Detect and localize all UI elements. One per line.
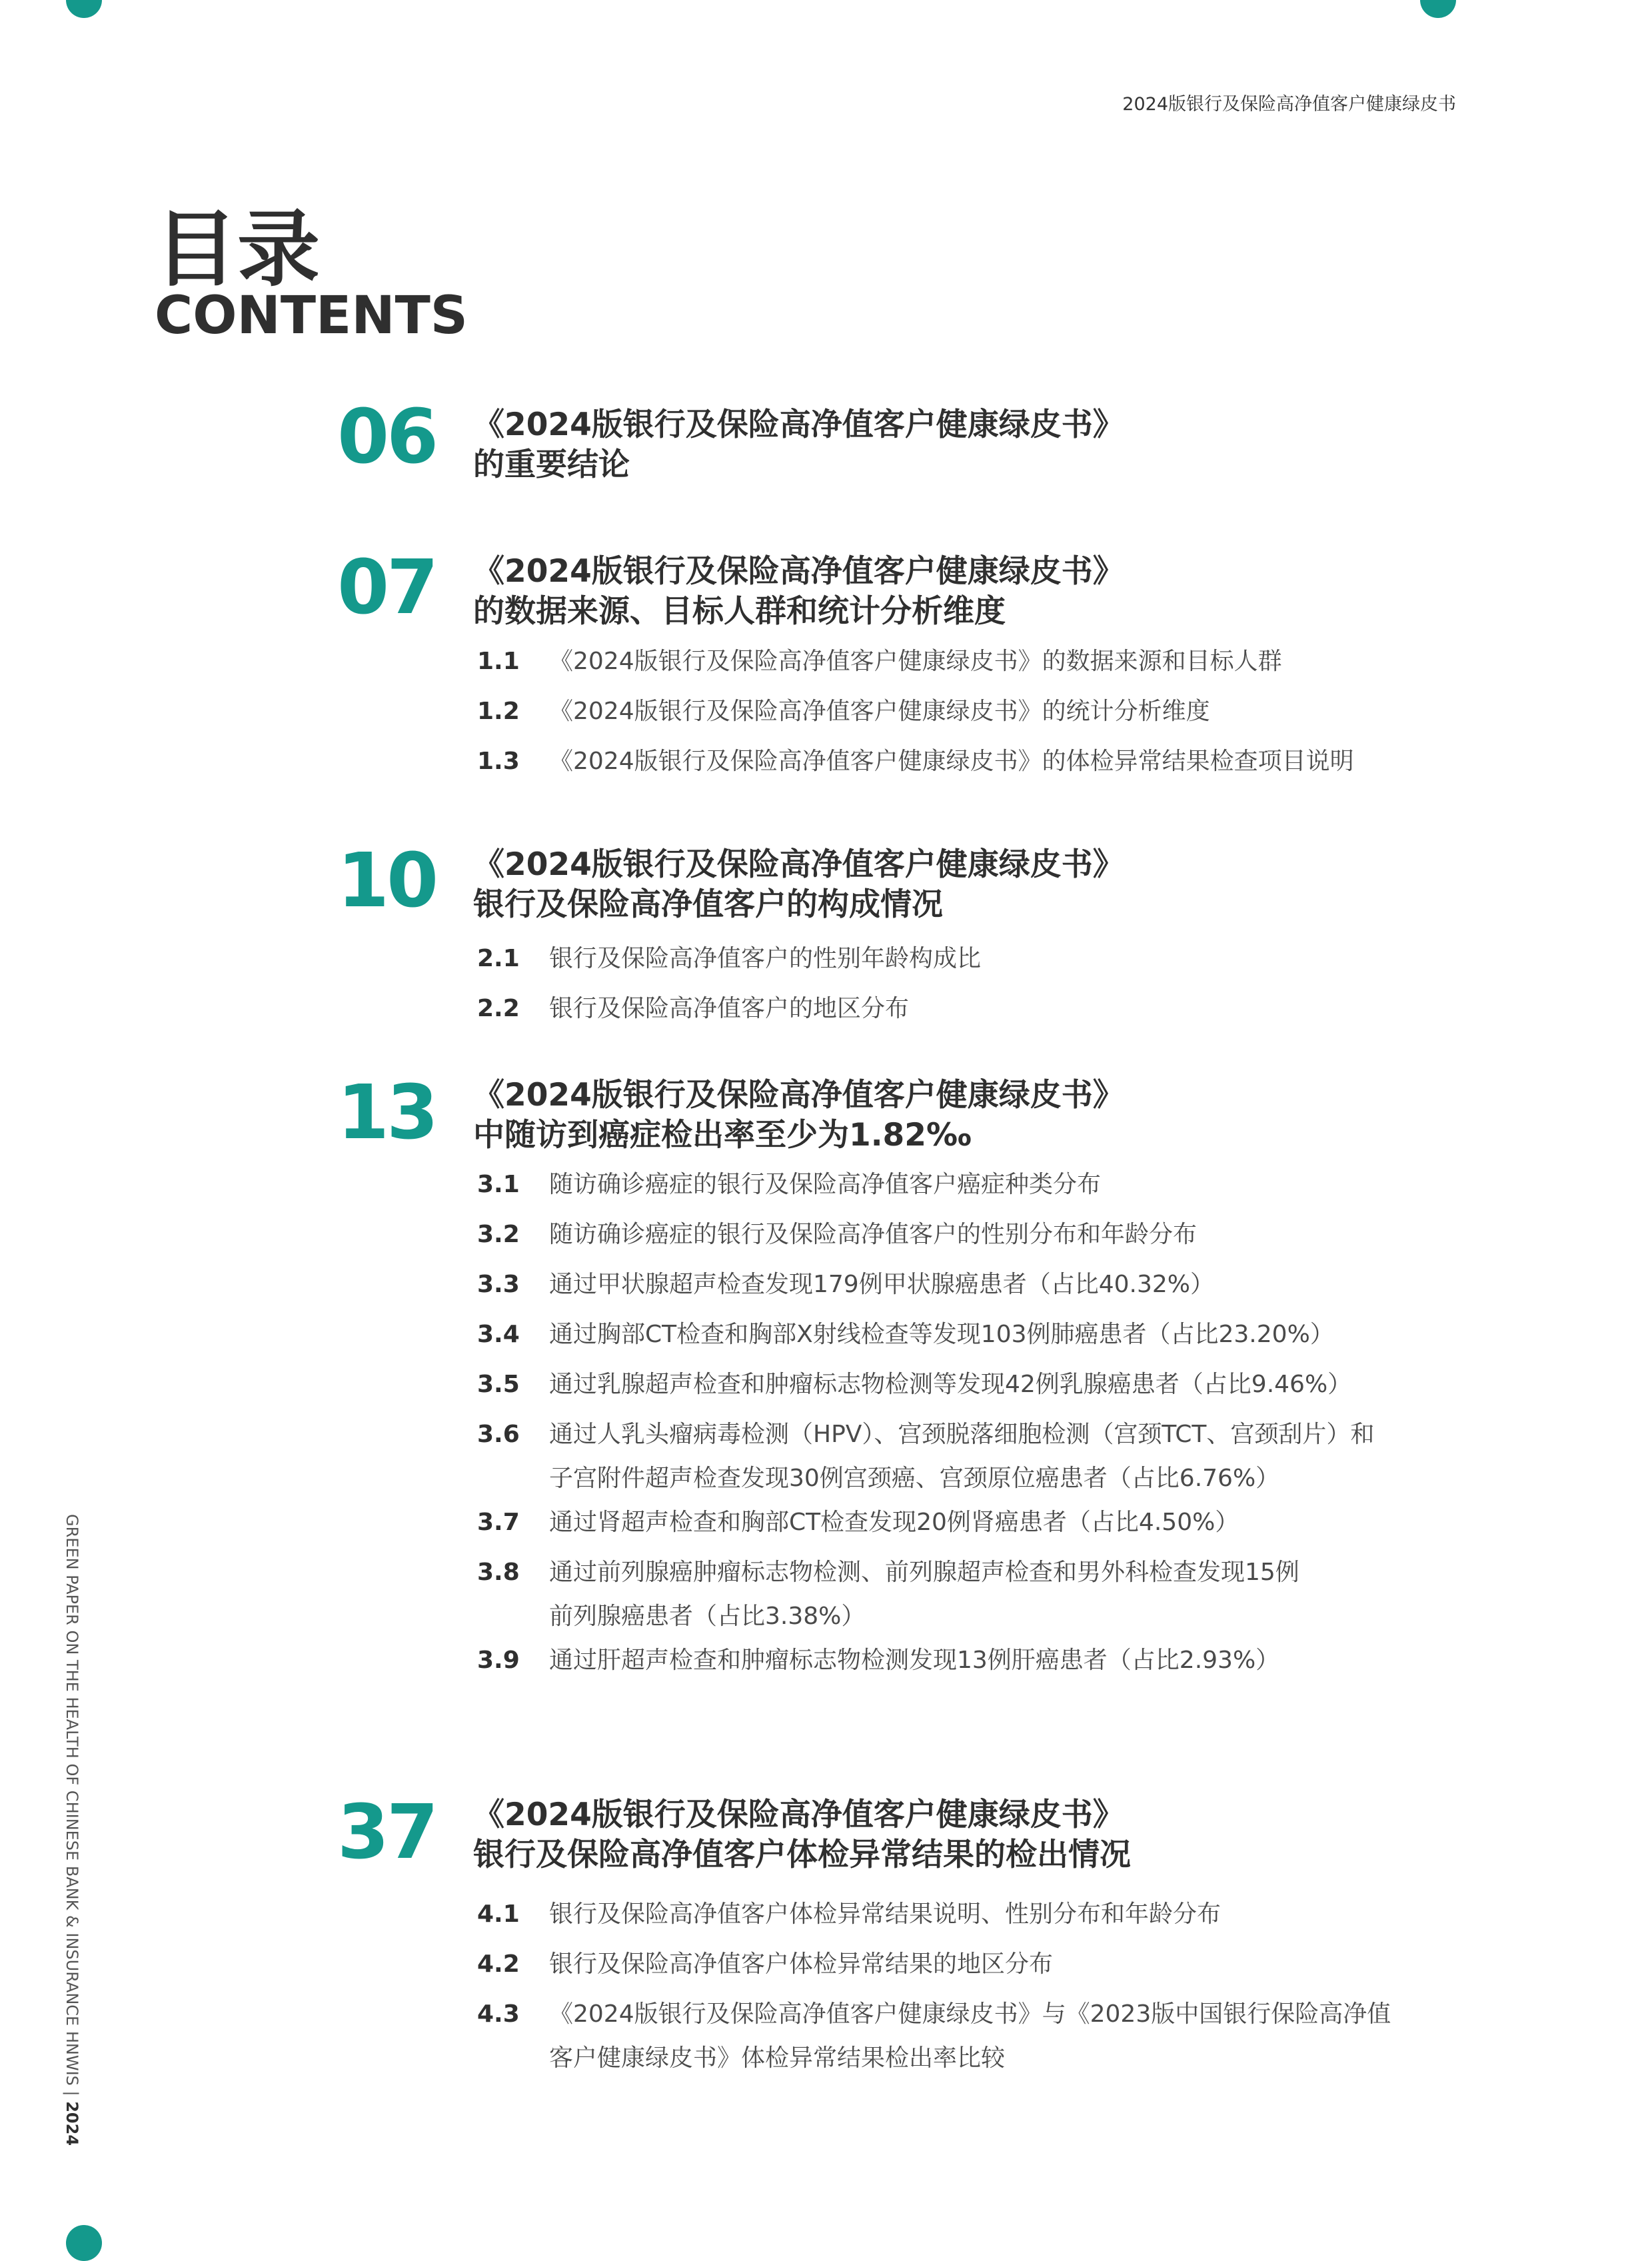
toc-entry-number: 2.2 xyxy=(477,995,520,1022)
section-page-number[interactable]: 13 xyxy=(337,1070,436,1156)
toc-entry[interactable] xyxy=(477,1413,1443,1501)
toc-entry-number: 1.2 xyxy=(477,698,520,725)
toc-entry-text: 通过人乳头瘤病毒检测（HPV）、宫颈脱落细胞检测（宫颈TCT、宫颈刮片）和 xyxy=(549,1421,1375,1448)
toc-entry[interactable] xyxy=(477,1942,1443,1986)
toc-entry-number: 3.2 xyxy=(477,1221,520,1248)
side-label-year: 2024 xyxy=(63,2101,81,2146)
toc-entry-text: 《2024版银行及保险高净值客户健康绿皮书》的数据来源和目标人群 xyxy=(549,648,1282,675)
toc-entry-number: 3.1 xyxy=(477,1171,520,1198)
toc-entry-text: 通过前列腺癌肿瘤标志物检测、前列腺超声检查和男外科检查发现15例 xyxy=(549,1559,1299,1586)
section-page-number[interactable]: 37 xyxy=(337,1789,436,1876)
section-page-number[interactable]: 06 xyxy=(337,394,436,480)
toc-entry-number: 3.9 xyxy=(477,1647,520,1674)
toc-entry[interactable] xyxy=(477,1639,1443,1683)
section-title[interactable] xyxy=(473,1795,1131,1875)
section-title[interactable] xyxy=(473,405,1124,485)
toc-entry-number: 4.3 xyxy=(477,2000,520,2028)
toc-entry[interactable] xyxy=(477,1213,1443,1257)
toc-entry-text: 通过肝超声检查和肿瘤标志物检测发现13例肝癌患者（占比2.93%） xyxy=(549,1647,1280,1674)
header-title: 2024版银行及保险高净值客户健康绿皮书 xyxy=(1122,94,1456,115)
section-title-line1: 《2024版银行及保险高净值客户健康绿皮书》 xyxy=(473,1797,1124,1833)
toc-entry-text: 子宫附件超声检查发现30例宫颈癌、宫颈原位癌患者（占比6.76%） xyxy=(549,1465,1280,1492)
toc-entry-text: 银行及保险高净值客户的地区分布 xyxy=(549,995,910,1022)
toc-entry-number: 3.3 xyxy=(477,1271,520,1298)
section-title[interactable] xyxy=(473,1076,1124,1155)
toc-entry[interactable] xyxy=(477,1163,1443,1207)
toc-entry[interactable] xyxy=(477,640,1443,684)
toc-entry[interactable] xyxy=(477,1313,1443,1357)
toc-entry-text: 客户健康绿皮书》体检异常结果检出率比较 xyxy=(549,2044,1006,2072)
toc-entry[interactable] xyxy=(477,740,1443,784)
toc-entry-number: 4.2 xyxy=(477,1950,520,1978)
section-title-line2: 中随访到癌症检出率至少为1.82‰ xyxy=(473,1117,972,1153)
toc-entry-number: 3.7 xyxy=(477,1509,520,1536)
toc-entry-number: 2.1 xyxy=(477,945,520,972)
toc-entry-number: 3.4 xyxy=(477,1321,520,1348)
section-title-line1: 《2024版银行及保险高净值客户健康绿皮书》 xyxy=(473,553,1124,590)
toc-title-en: CONTENTS xyxy=(155,286,468,346)
toc-entry-text: 随访确诊癌症的银行及保险高净值客户癌症种类分布 xyxy=(549,1171,1102,1198)
section-title[interactable] xyxy=(473,845,1124,925)
toc-entry[interactable] xyxy=(477,1992,1443,2080)
side-label: GREEN PAPER ON THE HEALTH OF CHINESE BANK & INSURANCE HNWIS | 2024 xyxy=(63,1514,81,2146)
section-page-number[interactable]: 10 xyxy=(337,838,436,924)
toc-entry[interactable] xyxy=(477,1263,1443,1307)
section-title-line2: 的数据来源、目标人群和统计分析维度 xyxy=(473,593,1006,630)
toc-entry-number: 1.3 xyxy=(477,748,520,775)
toc-entry-number: 4.1 xyxy=(477,1900,520,1928)
corner-dot-top-right xyxy=(1420,0,1456,18)
toc-entry-text: 《2024版银行及保险高净值客户健康绿皮书》与《2023版中国银行保险高净值 xyxy=(549,2000,1391,2028)
toc-entry-text: 银行及保险高净值客户体检异常结果的地区分布 xyxy=(549,1950,1054,1978)
toc-entry-text: 通过乳腺超声检查和肿瘤标志物检测等发现42例乳腺癌患者（占比9.46%） xyxy=(549,1371,1352,1398)
toc-entry-number: 1.1 xyxy=(477,648,520,675)
toc-entry-number: 3.6 xyxy=(477,1421,520,1448)
toc-entry-text: 银行及保险高净值客户的性别年龄构成比 xyxy=(549,945,982,972)
section-title-line1: 《2024版银行及保险高净值客户健康绿皮书》 xyxy=(473,1077,1124,1114)
section-title-line1: 《2024版银行及保险高净值客户健康绿皮书》 xyxy=(473,406,1124,443)
section-title-line1: 《2024版银行及保险高净值客户健康绿皮书》 xyxy=(473,846,1124,883)
toc-entry-text: 随访确诊癌症的银行及保险高净值客户的性别分布和年龄分布 xyxy=(549,1221,1198,1248)
toc-entry-number: 3.8 xyxy=(477,1559,520,1586)
toc-entry-text: 《2024版银行及保险高净值客户健康绿皮书》的统计分析维度 xyxy=(549,698,1210,725)
toc-title-cn: 目录 xyxy=(155,202,321,298)
section-title-line2: 的重要结论 xyxy=(473,446,630,483)
corner-dot-top-left xyxy=(66,0,102,18)
toc-entry[interactable] xyxy=(477,1892,1443,1936)
section-title-line2: 银行及保险高净值客户体检异常结果的检出情况 xyxy=(473,1837,1131,1873)
toc-entry[interactable] xyxy=(477,1363,1443,1407)
toc-entry-text: 通过肾超声检查和胸部CT检查发现20例肾癌患者（占比4.50%） xyxy=(549,1509,1239,1536)
toc-entry-text: 银行及保险高净值客户体检异常结果说明、性别分布和年龄分布 xyxy=(549,1900,1222,1928)
corner-dot-bottom-left xyxy=(66,2225,102,2261)
toc-entry-number: 3.5 xyxy=(477,1371,520,1398)
section-title[interactable] xyxy=(473,552,1124,632)
toc-entry-text: 通过甲状腺超声检查发现179例甲状腺癌患者（占比40.32%） xyxy=(549,1271,1214,1298)
toc-entry[interactable] xyxy=(477,937,1443,981)
toc-entry[interactable] xyxy=(477,987,1443,1031)
toc-entry-text: 前列腺癌患者（占比3.38%） xyxy=(549,1603,866,1630)
section-page-number[interactable]: 07 xyxy=(337,544,436,631)
toc-entry[interactable] xyxy=(477,1501,1443,1545)
section-title-line2: 银行及保险高净值客户的构成情况 xyxy=(473,886,943,923)
toc-entry[interactable] xyxy=(477,1551,1443,1639)
toc-entry-text: 通过胸部CT检查和胸部X射线检查等发现103例肺癌患者（占比23.20%） xyxy=(549,1321,1334,1348)
toc-entry[interactable] xyxy=(477,690,1443,734)
toc-entry-text: 《2024版银行及保险高净值客户健康绿皮书》的体检异常结果检查项目说明 xyxy=(549,748,1354,775)
